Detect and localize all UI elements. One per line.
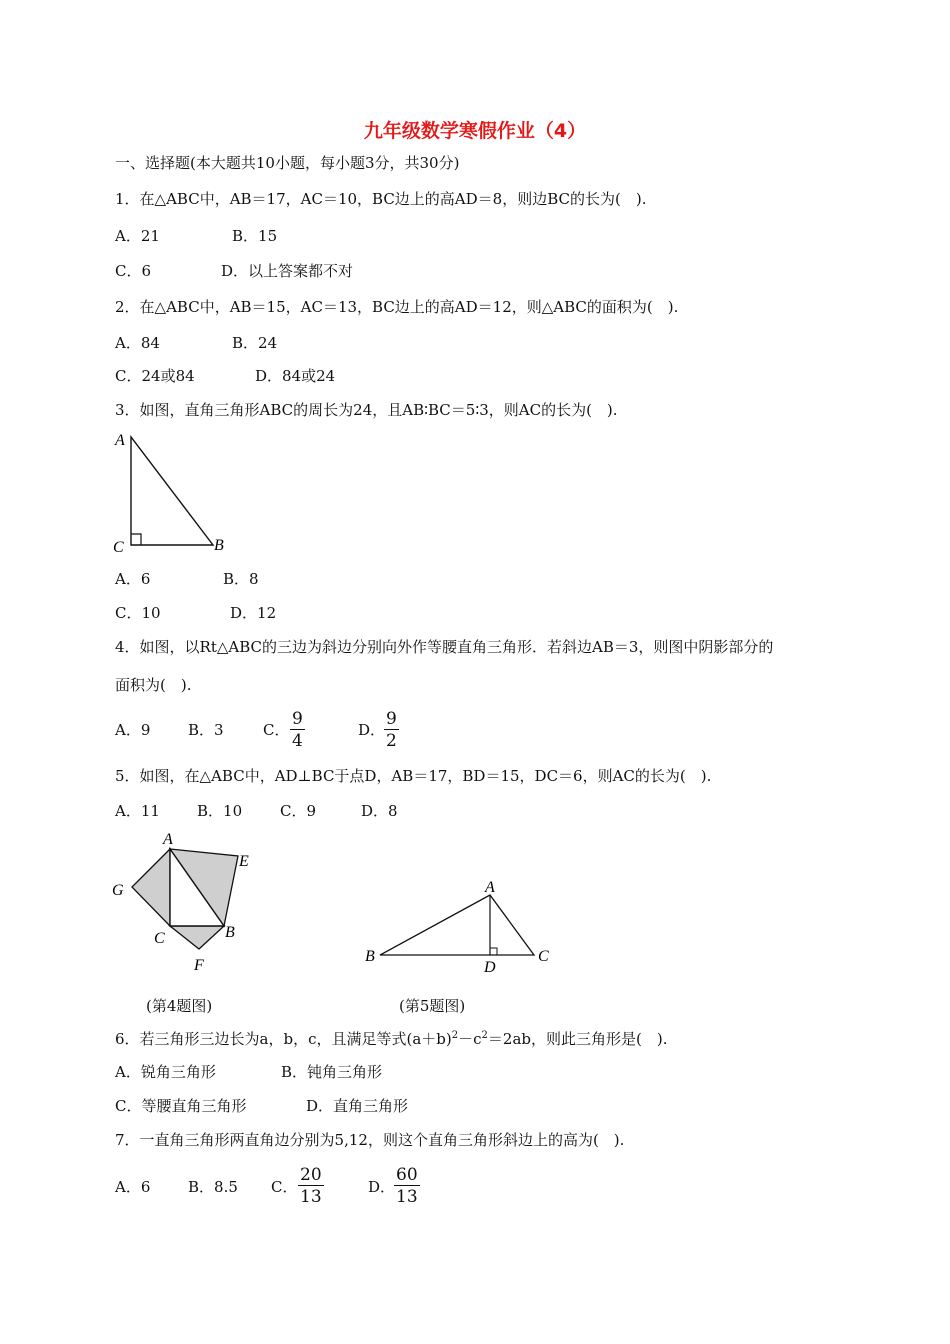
q4-label-e: E — [239, 853, 249, 870]
q4-shaded-triangle-acg — [132, 849, 170, 926]
q5-label-d: D — [484, 959, 496, 976]
q7-option-d-label: D． — [368, 1178, 396, 1196]
q2-option-d: D．84或24 — [255, 367, 336, 385]
q3-label-c: C — [113, 539, 124, 556]
question-2-stem: 2．在△ABC中，AB＝15，AC＝13，BC边上的高AD＝12，则△ABC的面积为( ). — [115, 298, 679, 316]
q5-label-a: A — [485, 879, 495, 896]
q4-label-f: F — [194, 957, 204, 974]
q3-option-c: C．10 — [115, 604, 161, 622]
q4-c-numerator: 9 — [292, 709, 303, 729]
q7-option-c-label: C． — [271, 1178, 298, 1196]
q4-d-denominator: 2 — [386, 731, 397, 751]
q1-option-b: B．15 — [232, 227, 278, 245]
q6-stem-pre: 6．若三角形三边长为a，b，c，且满足等式(a＋b) — [115, 1030, 452, 1048]
question-3-stem: 3．如图，直角三角形ABC的周长为24，且AB∶BC＝5∶3，则AC的长为( ). — [115, 401, 618, 419]
q4-option-c-fraction — [290, 709, 305, 751]
q4-c-denominator: 4 — [292, 731, 303, 751]
question-1-stem: 1．在△ABC中，AB＝17，AC＝10，BC边上的高AD＝8，则边BC的长为( ). — [115, 190, 647, 208]
q4-option-c-label: C． — [263, 721, 290, 739]
q7-option-b: B．8.5 — [188, 1178, 238, 1196]
q7-c-numerator: 20 — [300, 1165, 322, 1185]
q3-right-triangle-figure — [110, 428, 235, 556]
q3-option-d: D．12 — [230, 604, 277, 622]
q3-label-b: B — [214, 537, 224, 554]
q5-option-c: C．9 — [280, 802, 317, 820]
q6-stem-mid: －c — [458, 1030, 482, 1048]
q6-option-a: A．锐角三角形 — [115, 1063, 216, 1081]
q6-exponent-2: 2 — [481, 1030, 488, 1041]
q5-figure — [360, 876, 560, 976]
question-5-stem: 5．如图，在△ABC中，AD⊥BC于点D，AB＝17，BD＝15，DC＝6，则AC的长为( ). — [115, 767, 712, 785]
q1-option-d: D．以上答案都不对 — [221, 262, 354, 280]
q7-option-d-fraction — [394, 1165, 420, 1207]
q4-label-a: A — [163, 831, 173, 848]
q6-option-d: D．直角三角形 — [306, 1097, 409, 1115]
q6-option-c: C．等腰直角三角形 — [115, 1097, 247, 1115]
q7-option-a: A．6 — [115, 1178, 151, 1196]
question-4-stem-line2: 面积为( ). — [115, 676, 192, 694]
q4-label-b: B — [225, 924, 235, 941]
q4-option-a: A．9 — [115, 721, 151, 739]
q7-c-denominator: 13 — [300, 1187, 322, 1207]
q6-exponent-1: 2 — [451, 1030, 459, 1041]
q5-option-b: B．10 — [197, 802, 243, 820]
q3-label-a: A — [115, 432, 125, 449]
q5-option-a: A．11 — [115, 802, 160, 820]
q3-option-b: B．8 — [223, 570, 259, 588]
q3-triangle — [131, 437, 213, 545]
question-7-stem: 7．一直角三角形两直角边分别为5,12，则这个直角三角形斜边上的高为( ). — [115, 1131, 625, 1149]
q4-option-d-label: D． — [358, 721, 386, 739]
q4-label-g: G — [112, 882, 124, 899]
q3-option-a: A．6 — [115, 570, 151, 588]
q7-d-denominator: 13 — [396, 1187, 418, 1207]
q6-stem-post: ＝2ab，则此三角形是( ). — [487, 1030, 668, 1048]
q2-option-a: A．84 — [115, 334, 160, 352]
q1-option-a: A．21 — [115, 227, 160, 245]
q4-d-numerator: 9 — [386, 709, 397, 729]
q5-option-d: D．8 — [361, 802, 398, 820]
question-6-stem — [115, 1031, 667, 1047]
q5-label-c: C — [538, 948, 549, 965]
q5-right-angle-mark — [490, 948, 497, 955]
q3-right-angle-mark — [131, 534, 141, 545]
q4-figure-caption: (第4题图) — [146, 997, 213, 1015]
q1-option-c: C．6 — [115, 262, 152, 280]
q4-label-c: C — [154, 930, 165, 947]
q2-option-b: B．24 — [232, 334, 278, 352]
q4-option-d-fraction — [384, 709, 399, 751]
q2-option-c: C．24或84 — [115, 367, 195, 385]
question-4-stem-line1: 4．如图，以Rt△ABC的三边为斜边分别向外作等腰直角三角形．若斜边AB＝3，则图中阴影部分的 — [115, 638, 774, 656]
page-title: 九年级数学寒假作业（4） — [363, 120, 587, 142]
q5-triangle-abc — [380, 895, 534, 955]
q7-d-numerator: 60 — [396, 1165, 418, 1185]
q5-label-b: B — [365, 948, 375, 965]
q5-figure-caption: (第5题图) — [399, 997, 466, 1015]
q6-option-b: B．钝角三角形 — [281, 1063, 383, 1081]
q4-figure — [108, 826, 268, 978]
q7-option-c-fraction — [298, 1165, 324, 1207]
q4-shaded-triangle-bcf — [170, 926, 224, 949]
q4-option-b: B．3 — [188, 721, 224, 739]
section-heading: 一、选择题(本大题共10小题，每小题3分，共30分) — [115, 154, 460, 172]
